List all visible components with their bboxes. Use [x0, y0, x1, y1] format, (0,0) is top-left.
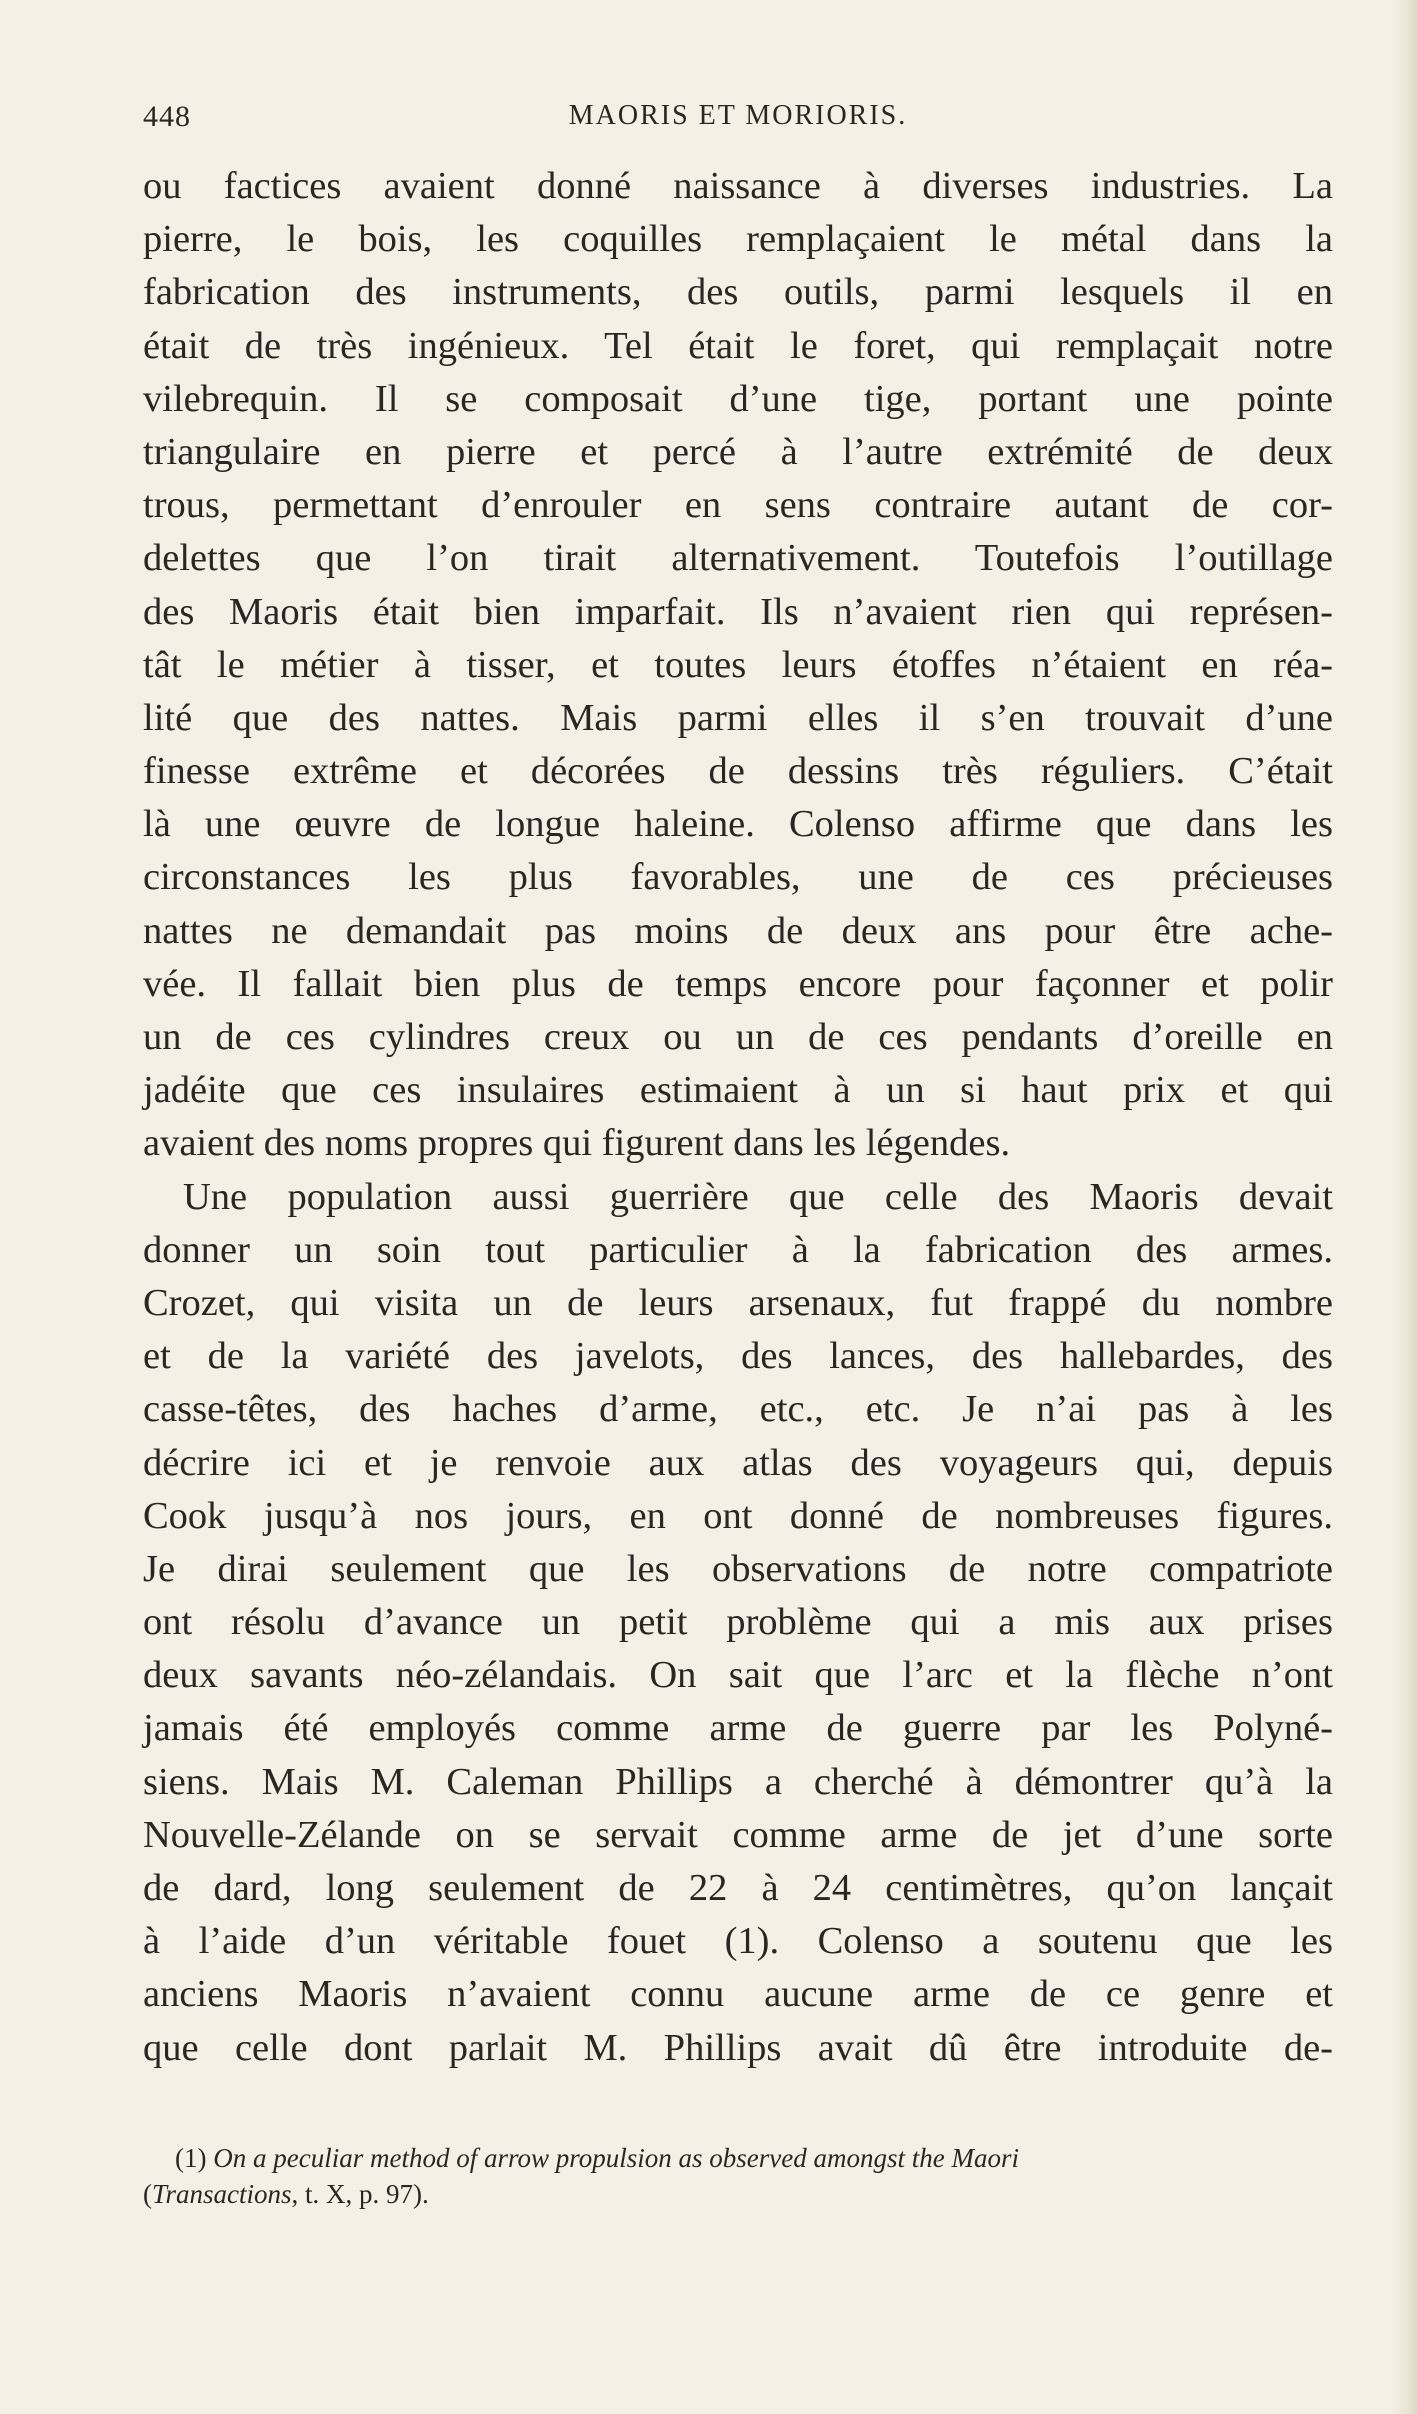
text-line: là une œuvre de longue haleine. Colenso affirme que dans les	[143, 803, 1333, 846]
text-line: finesse extrême et décorées de dessins très réguliers. C’était	[143, 750, 1333, 793]
footnote-line	[143, 2140, 1333, 2176]
text-line: des Maoris était bien imparfait. Ils n’avaient rien qui représen-	[143, 590, 1333, 633]
text-line: jamais été employés comme arme de guerre par les Polyné-	[143, 1707, 1333, 1750]
footnote-title: On a peculiar method of arrow propulsion as observed amongst the Maori	[213, 2143, 1019, 2173]
text-line: nattes ne demandait pas moins de deux ans pour être ache-	[143, 909, 1333, 952]
running-title: MAORIS ET MORIORIS.	[568, 100, 908, 131]
text-line: vilebrequin. Il se composait d’une tige, portant une pointe	[143, 377, 1333, 420]
footnote-source-rest: , t. X, p. 97).	[291, 2179, 429, 2209]
text-line: décrire ici et je renvoie aux atlas des voyageurs qui, depuis	[143, 1441, 1333, 1484]
text-line: à l’aide d’un véritable fouet (1). Colenso a soutenu que les	[143, 1920, 1333, 1963]
text-line: siens. Mais M. Caleman Phillips a cherché à démontrer qu’à la	[143, 1760, 1333, 1803]
footnote-source-open: (	[143, 2179, 152, 2209]
text-line: trous, permettant d’enrouler en sens contraire autant de cor-	[143, 484, 1333, 527]
page-number: 448	[143, 100, 191, 133]
text-line: jadéite que ces insulaires estimaient à un si haut prix et qui	[143, 1069, 1333, 1112]
text-line: fabrication des instruments, des outils, parmi lesquels il en	[143, 271, 1333, 314]
text-line: Crozet, qui visita un de leurs arsenaux, fut frappé du nombre	[143, 1281, 1333, 1324]
text-line: circonstances les plus favorables, une de ces précieuses	[143, 856, 1333, 899]
text-line: deux savants néo-zélandais. On sait que l’arc et la flèche n’ont	[143, 1654, 1333, 1697]
text-line: donner un soin tout particulier à la fabrication des armes.	[143, 1228, 1333, 1271]
text-line: Une population aussi guerrière que celle des Maoris devait	[183, 1175, 1333, 1218]
text-line: avaient des noms propres qui figurent dans les légendes.	[143, 1122, 1011, 1165]
page-header	[143, 100, 1333, 140]
text-line: Nouvelle-Zélande on se servait comme arme de jet d’une sorte	[143, 1813, 1333, 1856]
text-line: ont résolu d’avance un petit problème qui a mis aux prises	[143, 1601, 1333, 1644]
body-text	[143, 160, 1333, 2075]
footnote	[143, 2140, 1333, 2212]
text-line: ou factices avaient donné naissance à diverses industries. La	[143, 165, 1333, 207]
text-line: était de très ingénieux. Tel était le foret, qui remplaçait notre	[143, 324, 1333, 367]
footnote-line	[143, 2176, 1333, 2212]
text-line: pierre, le bois, les coquilles remplaçaient le métal dans la	[143, 218, 1333, 261]
footnote-source: Transactions	[152, 2179, 292, 2209]
footnote-marker: (1)	[175, 2143, 207, 2173]
text-line: casse-têtes, des haches d’arme, etc., etc. Je n’ai pas à les	[143, 1388, 1333, 1431]
text-line: un de ces cylindres creux ou un de ces pendants d’oreille en	[143, 1016, 1333, 1058]
text-line: tât le métier à tisser, et toutes leurs étoffes n’étaient en réa-	[143, 643, 1333, 686]
text-line: Je dirai seulement que les observations de notre compatriote	[143, 1547, 1333, 1590]
text-line: triangulaire en pierre et percé à l’autre extrémité de deux	[143, 430, 1333, 473]
text-line: que celle dont parlait M. Phillips avait dû être introduite de-	[143, 2026, 1333, 2069]
text-line: de dard, long seulement de 22 à 24 centimètres, qu’on lançait	[143, 1867, 1333, 1909]
text-line: delettes que l’on tirait alternativement. Toutefois l’outillage	[143, 537, 1333, 580]
text-line: et de la variété des javelots, des lances, des hallebardes, des	[143, 1335, 1333, 1378]
text-line: lité que des nattes. Mais parmi elles il s’en trouvait d’une	[143, 696, 1333, 739]
page-edge-shadow	[1391, 0, 1417, 2414]
text-line: Cook jusqu’à nos jours, en ont donné de nombreuses figures.	[143, 1494, 1333, 1537]
text-line: vée. Il fallait bien plus de temps encore pour façonner et polir	[143, 962, 1333, 1005]
text-line: anciens Maoris n’avaient connu aucune arme de ce genre et	[143, 1973, 1333, 2016]
